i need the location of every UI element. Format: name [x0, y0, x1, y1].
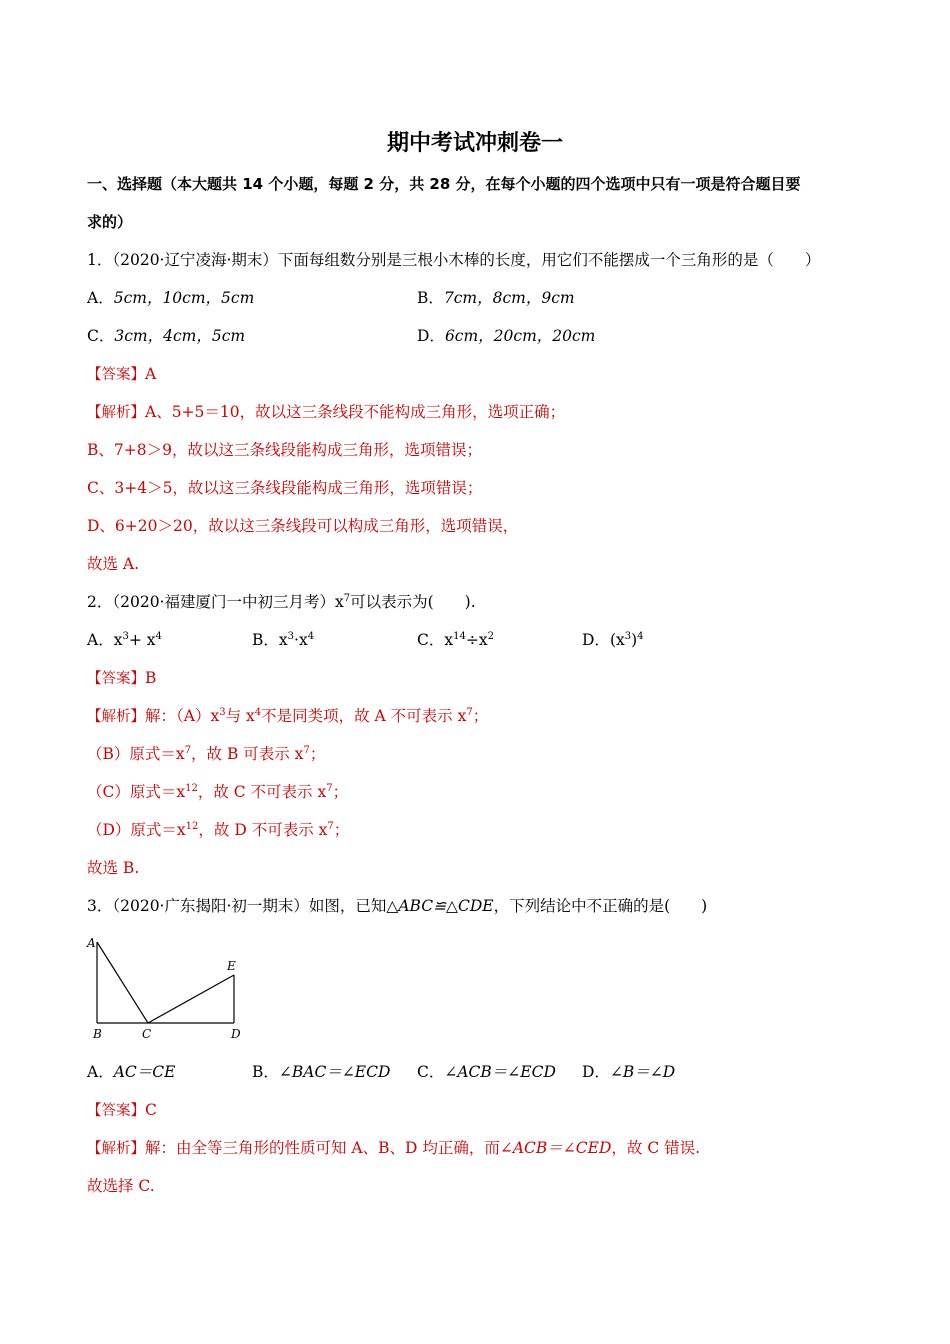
- answer-value: A: [145, 365, 157, 383]
- label-a: A: [87, 936, 96, 950]
- option-prefix: A．: [87, 289, 114, 307]
- exponent: 14: [453, 631, 466, 642]
- option-text: ∠BAC＝∠ECD: [278, 1063, 391, 1081]
- answer-value: C: [145, 1101, 157, 1119]
- exponent: 2: [487, 631, 494, 642]
- analysis-text: （B）原式＝x: [87, 745, 185, 763]
- analysis-text: 解：（A）x: [145, 707, 220, 725]
- analysis-tag: 【解析】: [87, 1141, 145, 1157]
- q1-conclusion: 故选 A.: [87, 555, 140, 573]
- option-text: AC＝CE: [113, 1063, 176, 1081]
- stem-exponent: 7: [343, 593, 351, 604]
- label-e: E: [227, 959, 236, 973]
- analysis-text: ；: [309, 745, 326, 763]
- option-prefix: B．: [417, 289, 444, 307]
- stem-text: 2．（2020·福建厦门一中初三月考）x: [87, 593, 344, 611]
- q1-analysis-2: B、7+8＞9，故以这三条线段能构成三角形，选项错误；: [87, 441, 482, 459]
- segment-ce: [148, 975, 234, 1023]
- analysis-text: ，故 D 不可表示 x: [198, 821, 328, 839]
- exponent: 3: [624, 631, 632, 642]
- q1-analysis-3: C、3+4＞5，故以这三条线段能构成三角形，选项错误；: [87, 479, 483, 497]
- option-prefix: D．: [582, 631, 610, 649]
- answer-tag: 【答案】: [87, 367, 145, 383]
- q3-option-c: [417, 1062, 556, 1082]
- option-text: x: [113, 631, 123, 649]
- stem-math: △ABC≌△CDE: [386, 897, 494, 915]
- option-prefix: D．: [582, 1063, 610, 1081]
- analysis-text: ，故 C 不可表示 x: [197, 783, 327, 801]
- exponent: 7: [184, 745, 192, 756]
- stem-text: 3．（2020·广东揭阳·初一期末）如图，已知: [87, 897, 387, 915]
- analysis-text: （C）原式＝x: [87, 783, 186, 801]
- exponent: 7: [326, 783, 333, 794]
- exponent: 7: [327, 821, 334, 832]
- q2-option-d: [582, 630, 644, 650]
- exponent: 3: [219, 707, 226, 718]
- q2-option-c: [417, 630, 494, 650]
- option-text: (x: [609, 631, 625, 649]
- q3-option-d: [582, 1062, 675, 1082]
- option-text: ·x: [294, 631, 308, 649]
- q3-conclusion: 故选择 C.: [87, 1177, 155, 1195]
- q1-stem: 1．（2020·辽宁凌海·期末）下面每组数分别是三根小木棒的长度，用它们不能摆成一个三角形的是（ ）: [87, 251, 821, 269]
- q1-answer: [87, 364, 156, 385]
- option-prefix: D．: [417, 327, 445, 345]
- q2-analysis-2: [87, 744, 325, 764]
- exponent: 3: [287, 631, 295, 642]
- exponent: 4: [155, 631, 162, 642]
- analysis-text: ；: [472, 707, 489, 725]
- q3-option-b: [252, 1062, 390, 1082]
- option-prefix: C．: [417, 1063, 445, 1081]
- exponent: 4: [254, 707, 262, 718]
- exponent: 7: [466, 707, 473, 718]
- answer-tag: 【答案】: [87, 671, 145, 687]
- q1-option-a: [87, 288, 254, 308]
- q2-conclusion: 故选 B.: [87, 859, 140, 877]
- option-prefix: C．: [417, 631, 445, 649]
- analysis-text: 与 x: [225, 707, 255, 725]
- answer-tag: 【答案】: [87, 1103, 145, 1119]
- option-prefix: B．: [252, 631, 279, 649]
- analysis-math: ∠ACB＝∠CED: [499, 1139, 612, 1157]
- triangle-figure: [80, 930, 260, 1046]
- analysis-text: 不是同类项，故 A 不可表示 x: [261, 707, 467, 725]
- analysis-tag: 【解析】: [87, 405, 145, 421]
- label-b: B: [93, 1027, 102, 1041]
- q1-analysis-1: [87, 402, 565, 423]
- option-text: 3cm，4cm，5cm: [114, 327, 246, 345]
- exponent: 12: [185, 783, 198, 794]
- option-prefix: A．: [87, 1063, 114, 1081]
- q2-answer: [87, 668, 156, 689]
- exponent: 12: [185, 821, 199, 832]
- answer-value: B: [145, 669, 157, 687]
- segment-ac: [97, 942, 148, 1023]
- analysis-tag: 【解析】: [87, 709, 145, 725]
- analysis-text: ；: [332, 783, 349, 801]
- option-text: 7cm，8cm，9cm: [443, 289, 575, 307]
- analysis-text: 解：由全等三角形的性质可知 A、B、D 均正确，而: [145, 1139, 500, 1157]
- q2-analysis-3: [87, 782, 348, 802]
- q3-answer: [87, 1100, 157, 1121]
- analysis-text: ；: [333, 821, 350, 839]
- q3-analysis: [87, 1138, 700, 1159]
- analysis-text: （D）原式＝x: [87, 821, 186, 839]
- analysis-text: ，故 B 可表示 x: [191, 745, 304, 763]
- option-text: ∠ACB＝∠ECD: [444, 1063, 556, 1081]
- q1-option-b: [417, 288, 575, 308]
- analysis-text: ，故 C 错误.: [611, 1139, 701, 1157]
- stem-text: 可以表示为( ).: [350, 593, 476, 611]
- exponent: 7: [303, 745, 310, 756]
- q3-option-a: [87, 1062, 175, 1082]
- analysis-text: A、5+5＝10，故以这三条线段不能构成三角形，选项正确；: [145, 403, 566, 421]
- exponent: 3: [122, 631, 129, 642]
- option-text: x: [278, 631, 288, 649]
- option-text: ÷x: [465, 631, 488, 649]
- page-title: 期中考试冲刺卷一: [386, 131, 563, 156]
- label-d: D: [231, 1027, 241, 1041]
- label-c: C: [142, 1027, 152, 1041]
- option-text: ): [631, 631, 638, 649]
- option-prefix: B．: [252, 1063, 279, 1081]
- q1-option-d: [417, 326, 595, 346]
- q3-stem: [87, 896, 707, 916]
- q2-stem: [87, 592, 476, 612]
- exponent: 4: [307, 631, 315, 642]
- option-prefix: C．: [87, 327, 115, 345]
- q2-analysis-4: [87, 820, 349, 840]
- option-text: + x: [128, 631, 156, 649]
- q2-analysis-1: [87, 706, 488, 727]
- option-prefix: A．: [87, 631, 114, 649]
- option-text: x: [444, 631, 454, 649]
- q2-option-b: [252, 630, 314, 650]
- option-text: ∠B＝∠D: [609, 1063, 676, 1081]
- exponent: 4: [637, 631, 644, 642]
- option-text: 5cm，10cm，5cm: [113, 289, 255, 307]
- option-text: 6cm，20cm，20cm: [444, 327, 596, 345]
- q2-option-a: [87, 630, 162, 650]
- section-heading-line2: 求的）: [87, 213, 133, 231]
- stem-text: ，下列结论中不正确的是( ): [493, 897, 708, 915]
- section-heading-line1: 一、选择题（本大题共 14 个小题，每题 2 分，共 28 分，在每个小题的四个选项中只有一项是符合题目要: [87, 175, 801, 193]
- q1-option-c: [87, 326, 245, 346]
- q1-analysis-4: D、6+20＞20，故以这三条线段可以构成三角形，选项错误，: [87, 517, 519, 535]
